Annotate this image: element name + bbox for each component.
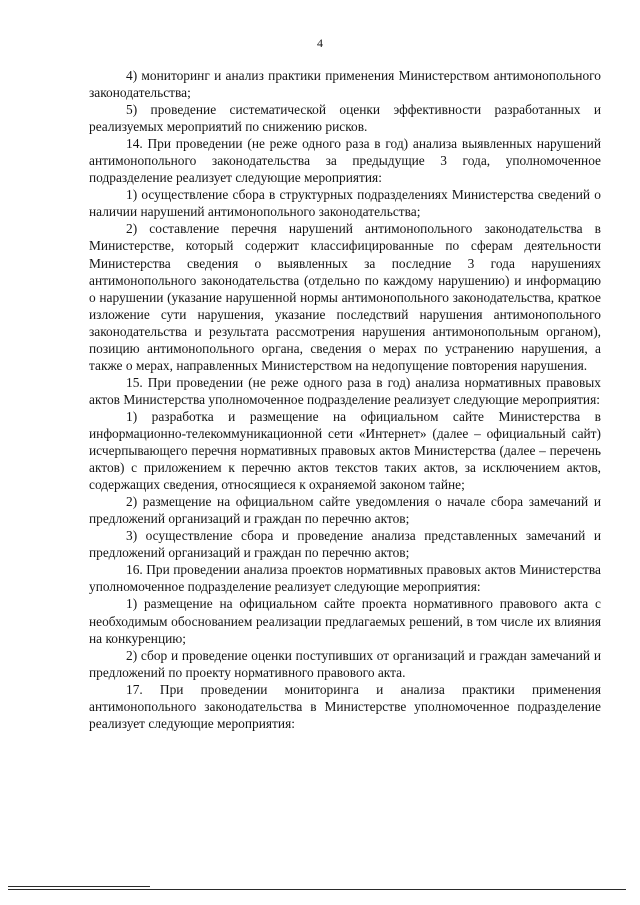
paragraph-16-item-2: 2) сбор и проведение оценки поступивших от организаций и граждан замечаний и предложений по проекту нормативного правового акта.: [89, 647, 601, 680]
paragraph-section-16: 16. При проведении анализа проектов нормативных правовых актов Министерства уполномоченное подразделение реализует следующие мероприятия:: [89, 562, 601, 595]
paragraph-section-17: 17. При проведении мониторинга и анализа практики применения антимонопольного законодательства в Министерстве уполномоченное подразделение реализует следующие мероприятия:: [89, 681, 601, 731]
paragraph-section-14: 14. При проведении (не реже одного раза в год) анализа выявленных нарушений антимонопольного законодательства за предыдущие 3 года, уполномоченное подразделение реализует следующие мероприятия:: [89, 136, 601, 186]
paragraph-15-item-2: 2) размещение на официальном сайте уведомления о начале сбора замечаний и предложений организаций и граждан по перечню актов;: [89, 494, 601, 527]
paragraph-item-4-monitoring: 4) мониторинг и анализ практики применения Министерством антимонопольного законодательства;: [89, 68, 601, 101]
footer-rule: [8, 889, 626, 890]
paragraph-item-5-evaluation: 5) проведение систематической оценки эффективности разработанных и реализуемых мероприятий по снижению рисков.: [89, 102, 601, 135]
page-number: 4: [317, 36, 323, 50]
paragraph-section-15: 15. При проведении (не реже одного раза в год) анализа нормативных правовых актов Министерства уполномоченное подразделение реализует следующие мероприятия:: [89, 374, 601, 407]
paragraph-16-item-1: 1) размещение на официальном сайте проекта нормативного правового акта с необходимым обоснованием реализации предлагаемых решений, в том числе их влияния на конкуренцию;: [89, 596, 601, 646]
paragraph-14-item-1: 1) осуществление сбора в структурных подразделениях Министерства сведений о наличии нарушений антимонопольного законодательства;: [89, 187, 601, 220]
document-body: [89, 67, 601, 732]
footer-rule-short: [8, 886, 150, 887]
paragraph-15-item-3: 3) осуществление сбора и проведение анализа представленных замечаний и предложений организаций и граждан по перечню актов;: [89, 528, 601, 561]
paragraph-15-item-1: 1) разработка и размещение на официальном сайте Министерства в информационно-телекоммуникационной сети «Интернет» (далее – официальный сайт) исчерпывающего перечня нормативных правовых актов Министерства (далее – перечень актов) с приложением к перечню актов текстов таких актов, за исключением актов, содержащих сведения, относящиеся к охраняемой законом тайне;: [89, 408, 601, 493]
paragraph-14-item-2: 2) составление перечня нарушений антимонопольного законодательства в Министерстве, который содержит классифицированные по сферам деятельности Министерства сведения о выявленных за последние 3 года нарушениях антимонопольного законодательства (отдельно по каждому нарушению) и информацию о нарушении (указание нарушенной нормы антимонопольного законодательства, краткое изложение сути нарушения, указание последствий нарушения антимонопольного законодательства и результата рассмотрения нарушения антимонопольным органом), позицию антимонопольного органа, сведения о мерах по устранению нарушения, а также о мерах, направленных Министерством на недопущение повторения нарушения.: [89, 221, 601, 373]
